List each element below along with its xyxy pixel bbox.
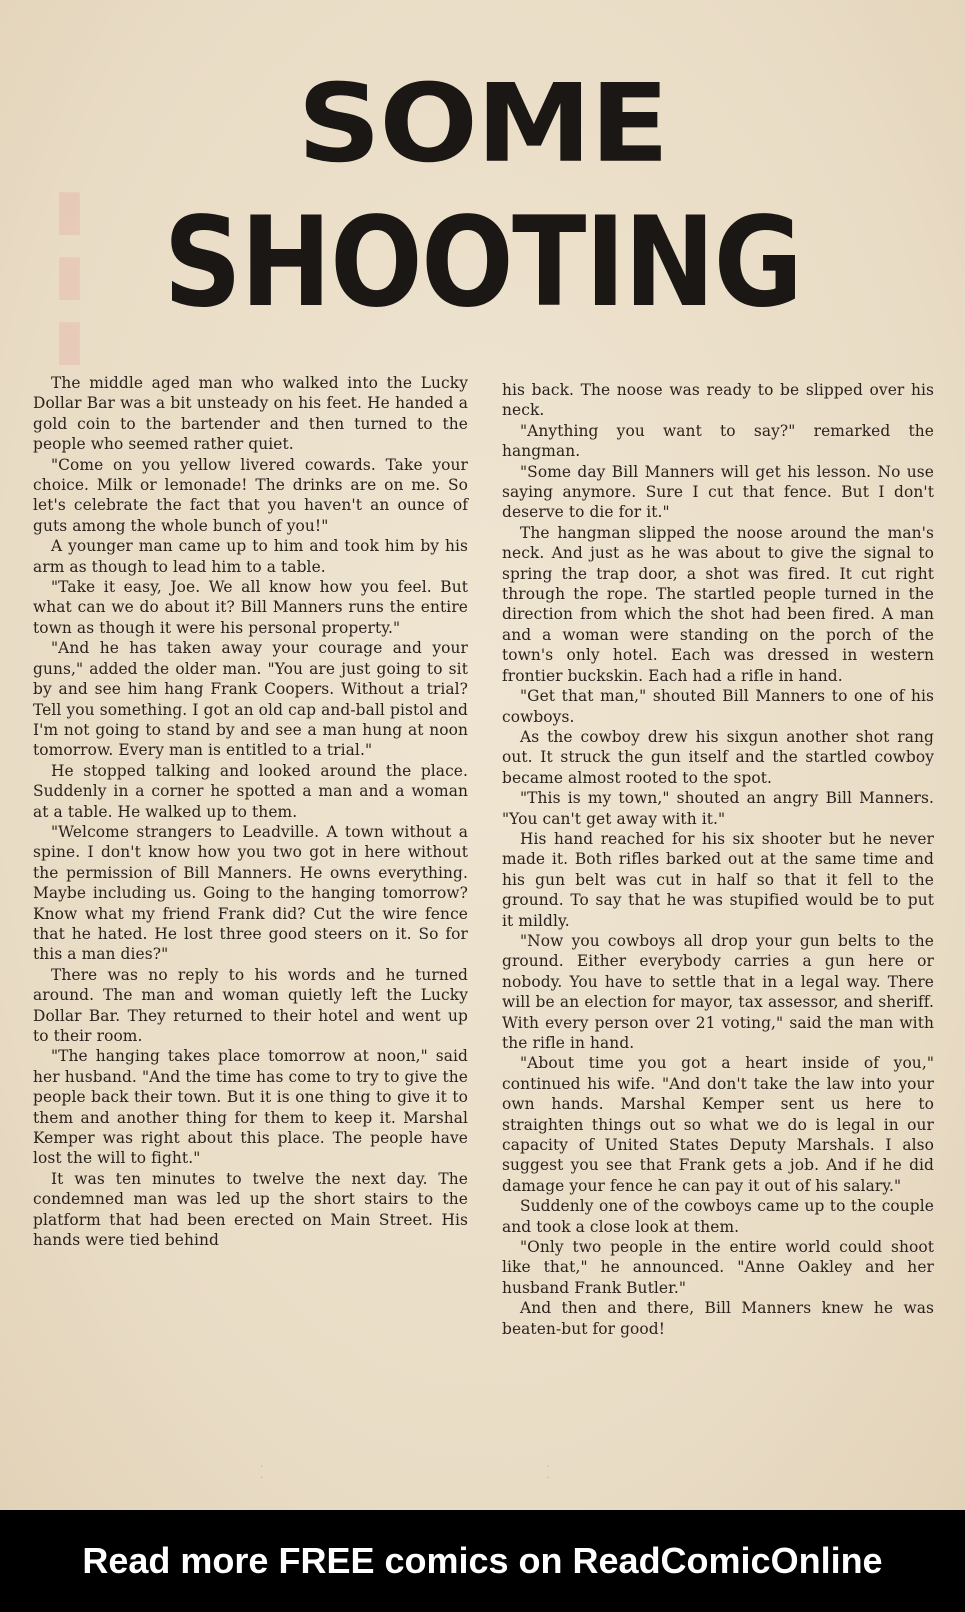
paragraph: It was ten minutes to twelve the next day. The condemned man was led up the short stairs to the platform that had been erected on Main Street. His hands were tied behind — [33, 1169, 468, 1250]
paragraph: "Now you cowboys all drop your gun belts to the ground. Either everybody carries a gun here or nobody. You have to settle that in a legal way. There will be an election for mayor, tax assessor, and sheriff. With every person over 21 voting," said the man with the rifle in hand. — [502, 931, 934, 1052]
story-title-line-2: SHOOTING — [163, 189, 802, 335]
bleed-through-decoration: ▮▮▮ — [37, 185, 102, 380]
paragraph: "The hanging takes place tomorrow at noon," said her husband. "And the time has come to try to give the people back their town. But it is one thing to give it to them and another thing for them to keep it. Marshal Kemper was right about this place. The people have lost the will to fight." — [33, 1047, 468, 1168]
paragraph: And then and there, Bill Manners knew he was beaten-but for good! — [502, 1299, 934, 1338]
paragraph: "Take it easy, Joe. We all know how you feel. But what can we do about it? Bill Manners runs the entire town as though it were his personal property." — [33, 578, 468, 637]
paragraph: "Anything you want to say?" remarked the hangman. — [502, 421, 934, 461]
paragraph: A younger man came up to him and took him by his arm as though to lead him to a table. — [33, 537, 468, 576]
paragraph: Suddenly one of the cowboys came up to the couple and took a close look at them. — [502, 1197, 934, 1236]
paper-specks-decoration: · · · · — [260, 1462, 690, 1484]
paragraph: "About time you got a heart inside of you," continued his wife. "And don't take the law into your own hands. Marshal Kemper sent us here to straighten things out so what we do is legal in our capacity of United States Deputy Marshals. I also suggest you see that Frank gets a job. And if he did damage your fence he can pay it out of his salary." — [502, 1054, 934, 1195]
paragraph: "Only two people in the entire world could shoot like that," he announced. "Anne Oakley and her husband Frank Butler." — [502, 1238, 934, 1297]
paragraph: "Get that man," shouted Bill Manners to one of his cowboys. — [502, 687, 934, 726]
paragraph: "Welcome strangers to Leadville. A town without a spine. I don't know how you two got in here without the permission of Bill Manners. He owns everything. Maybe including us. Going to the hanging tomorrow? Know what my friend Frank did? Cut the wire fence that he hated. He lost three good steers on it. So for this a man dies?" — [33, 822, 468, 964]
paragraph: His hand reached for his six shooter but he never made it. Both rifles barked out at the same time and his gun belt was cut in half so that it fell to the ground. To say that he was stupified would be to put it mildly. — [502, 829, 934, 930]
paragraph: The hangman slipped the noose around the man's neck. And just as he was about to give the signal to spring the trap door, a shot was fired. It cut right through the rope. The startled people turned in the direction from which the shot had been fired. A man and a woman were standing on the porch of the town's only hotel. Each was dressed in western frontier buckskin. Each had a rifle in hand. — [502, 523, 934, 685]
story-title-line-1: SOME — [297, 61, 668, 187]
paragraph: "Come on you yellow livered cowards. Take your choice. Milk or lemonade! The drinks are on me. So let's celebrate the fact that you haven't an ounce of guts among the whole bunch of you!" — [33, 455, 468, 535]
paragraph: "This is my town," shouted an angry Bill Manners. "You can't get away with it." — [502, 789, 934, 828]
paragraph: He stopped talking and looked around the place. Suddenly in a corner he spotted a man and a woman at a table. He walked up to them. — [33, 761, 468, 821]
promo-banner[interactable]: Read more FREE comics on ReadComicOnline — [0, 1510, 965, 1612]
paragraph: As the cowboy drew his sixgun another shot rang out. It struck the gun itself and the startled cowboy became almost rooted to the spot. — [502, 727, 934, 787]
paragraph-continued: his back. The noose was ready to be slipped over his neck. — [502, 381, 934, 420]
paragraph: The middle aged man who walked into the Lucky Dollar Bar was a bit unsteady on his feet. He handed a gold coin to the bartender and then turned to the people who seemed rather quiet. — [33, 374, 468, 454]
paragraph: "Some day Bill Manners will get his lesson. No use saying anymore. Sure I cut that fence. But I don't deserve to die for it." — [502, 462, 934, 522]
paragraph: There was no reply to his words and he turned around. The man and woman quietly left the Lucky Dollar Bar. They returned to their hotel and went up to their room. — [33, 965, 468, 1045]
text-column-left — [33, 373, 468, 1250]
text-column-right — [502, 380, 934, 1339]
paragraph: "And he has taken away your courage and your guns," added the older man. "You are just going to sit by and see him hang Frank Coopers. Without a trial? Tell you something. I got an old cap and-ball pistol and I'm not going to stand by and see a man hung at noon tomorrow. Every man is entitled to a trial." — [33, 639, 468, 760]
